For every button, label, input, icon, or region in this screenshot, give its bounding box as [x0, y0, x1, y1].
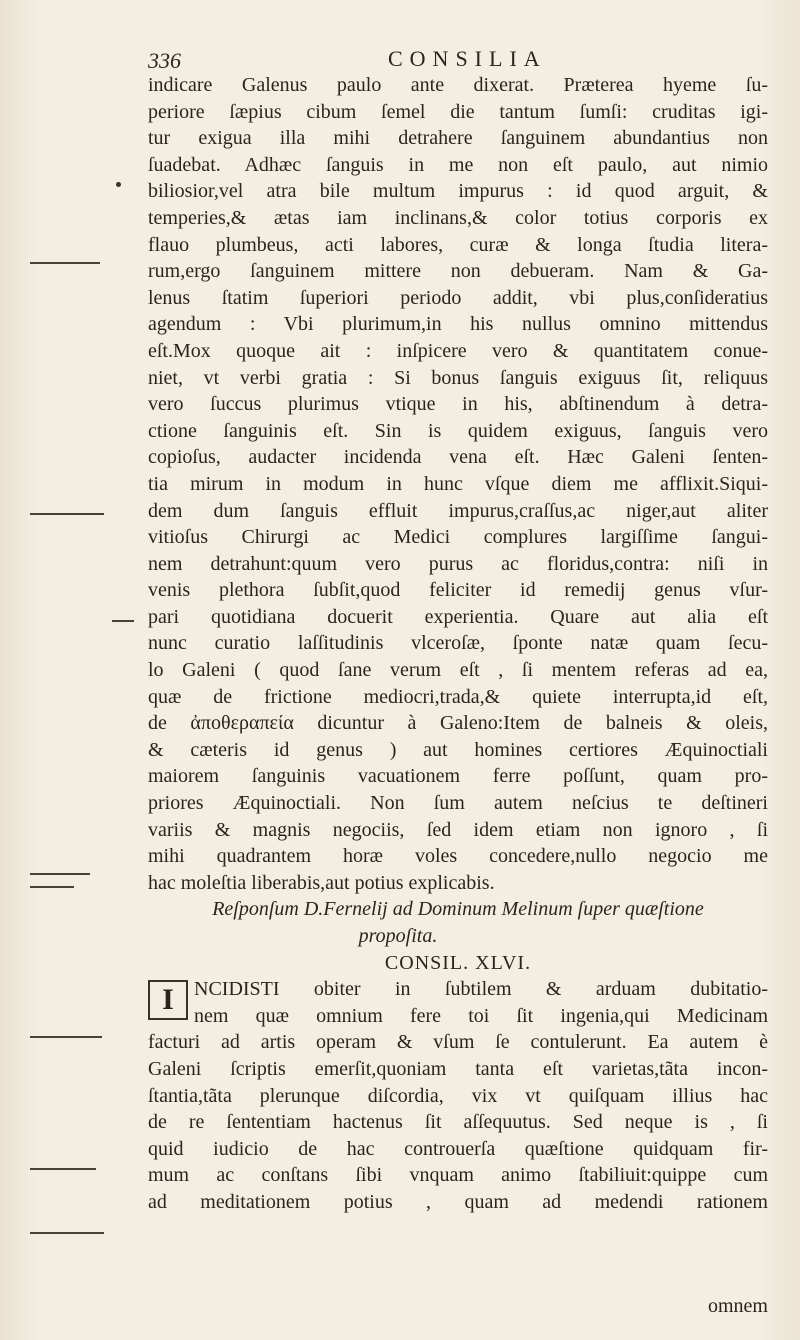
- text-line: flauo plumbeus, acti labores, curæ & longa ſtudia litera-: [148, 233, 768, 256]
- margin-mark: [30, 1232, 104, 1234]
- text-line: temperies,& ætas iam inclinans,& color totius corporis ex: [148, 206, 768, 229]
- section-heading: Reſponſum D.Fernelij ad Dominum Melinum ſuper quæſtione: [212, 898, 704, 921]
- running-title: CONSILIA: [388, 46, 547, 71]
- text-line: niet, vt verbi gratia : Si bonus ſanguis exiguus ſit, reliquus: [148, 366, 768, 389]
- margin-mark: [30, 886, 74, 888]
- text-line: quid iudicio de hac controuerſa quæſtione quidquam fir-: [148, 1137, 768, 1160]
- text-line: biliosior,vel atra bile multum impurus : id quod arguit, &: [148, 180, 768, 203]
- second-section: [148, 976, 768, 1215]
- text-line: vero ſuccus plurimus vtique in his, abſtinendum à detra-: [148, 393, 768, 416]
- margin-mark: [30, 873, 90, 875]
- text-line: maiorem ſanguinis vacuationem ferre poſſunt, quam pro-: [148, 765, 768, 788]
- catchword: omnem: [708, 1295, 768, 1317]
- margin-mark: [112, 620, 134, 622]
- text-line: rum,ergo ſanguinem mittere non debueram. Nam & Ga-: [148, 260, 768, 283]
- text-line: venis plethora ſubſit,quod feliciter id remedij genus vſur-: [148, 579, 768, 602]
- text-line: quæ de frictione mediocri,trada,& quiete interrupta,id eſt,: [148, 685, 768, 708]
- text-line: lenus ſtatim ſuperiori periodo addit, vbi plus,conſideratius: [148, 286, 768, 309]
- text-line: nunc curatio laſſitudinis vlceroſæ, ſponte natæ quam ſecu-: [148, 632, 768, 655]
- drop-cap: I: [148, 980, 188, 1020]
- section-heading-continued: propoſita.: [358, 925, 438, 947]
- text-line: dem dum ſanguis effluit impurus,craſſus,ac niger,aut aliter: [148, 499, 768, 522]
- text-line: ad meditationem potius , quam ad medendi rationem: [148, 1190, 768, 1213]
- text-line: copioſus, audacter incidenda vena eſt. Hæc Galeni ſenten-: [148, 446, 768, 469]
- text-line: tia mirum in modum in hunc vſque diem me afflixit.Siqui-: [148, 472, 768, 495]
- margin-mark: [30, 1168, 96, 1170]
- text-line: indicare Galenus paulo ante dixerat. Præterea hyeme ſu-: [148, 74, 768, 96]
- text-line: periore ſæpius cibum ſemel die tantum ſumſi: cruditas igi-: [148, 100, 768, 123]
- text-line: hac moleſtia liberabis,aut potius explicabis.: [148, 871, 495, 894]
- text-line: Galeni ſcriptis emerſit,quoniam tanta eſt varietas,tãta incon-: [148, 1057, 768, 1080]
- text-line: variis & magnis negociis, ſed idem etiam non ignoro , ſi: [148, 818, 768, 841]
- consil-number: CONSIL. XLVI.: [384, 951, 532, 974]
- text-line: nem quæ omnium fere toi ſit ingenia,qui Medicinam: [194, 1004, 768, 1027]
- margin-mark: [116, 182, 121, 187]
- text-line: pari quotidiana docuerit experientia. Quare aut alia eſt: [148, 605, 768, 628]
- text-line: mum ac conſtans ſibi vnquam animo ſtabiliuit:quippe cum: [148, 1164, 768, 1187]
- text-line: priores Æquinoctiali. Non ſum autem neſcius te deſtineri: [148, 792, 768, 815]
- text-line: facturi ad artis operam & vſum ſe contulerunt. Ea autem è: [148, 1031, 768, 1054]
- text-line: & cæteris id genus ) aut homines certiores Æquinoctiali: [148, 738, 768, 761]
- margin-mark: [30, 513, 104, 515]
- text-line: mihi quadrantem horæ voles concedere,nullo negocio me: [148, 845, 768, 868]
- main-text-block: [148, 72, 768, 1216]
- text-line: de re ſententiam hactenus ſit aſſequutus. Sed neque is , ſi: [148, 1111, 768, 1134]
- text-line: NCIDISTI obiter in ſubtilem & arduam dubitatio-: [194, 978, 768, 1001]
- text-line: tur exigua illa mihi detrahere ſanguinem abundantius non: [148, 127, 768, 150]
- text-line: ſuadebat. Adhæc ſanguis in me non eſt paulo, aut nimio: [148, 153, 768, 176]
- page-number: 336: [148, 48, 181, 73]
- text-line: ſtantia,tãta plerunque diſcordia, vix vt quiſquam illius hac: [148, 1084, 768, 1107]
- text-line: de ἀποθεραπεία dicuntur à Galeno:Item de balneis & oleis,: [148, 712, 768, 735]
- margin-mark: [30, 1036, 102, 1038]
- text-line: lo Galeni ( quod ſane verum eſt , ſi mentem referas ad ea,: [148, 659, 768, 682]
- text-line: vitioſus Chirurgi ac Medici complures largiſſime ſangui-: [148, 526, 768, 549]
- text-line: eſt.Mox quoque ait : inſpicere vero & quantitatem conue-: [148, 339, 768, 362]
- margin-mark: [30, 262, 100, 264]
- text-line: nem detrahunt:quum vero purus ac floridus,contra: niſi in: [148, 552, 768, 575]
- text-line: agendum : Vbi plurimum,in his nullus omnino mittendus: [148, 313, 768, 336]
- text-line: ctione ſanguinis eſt. Sin is quidem exiguus, ſanguis vero: [148, 419, 768, 442]
